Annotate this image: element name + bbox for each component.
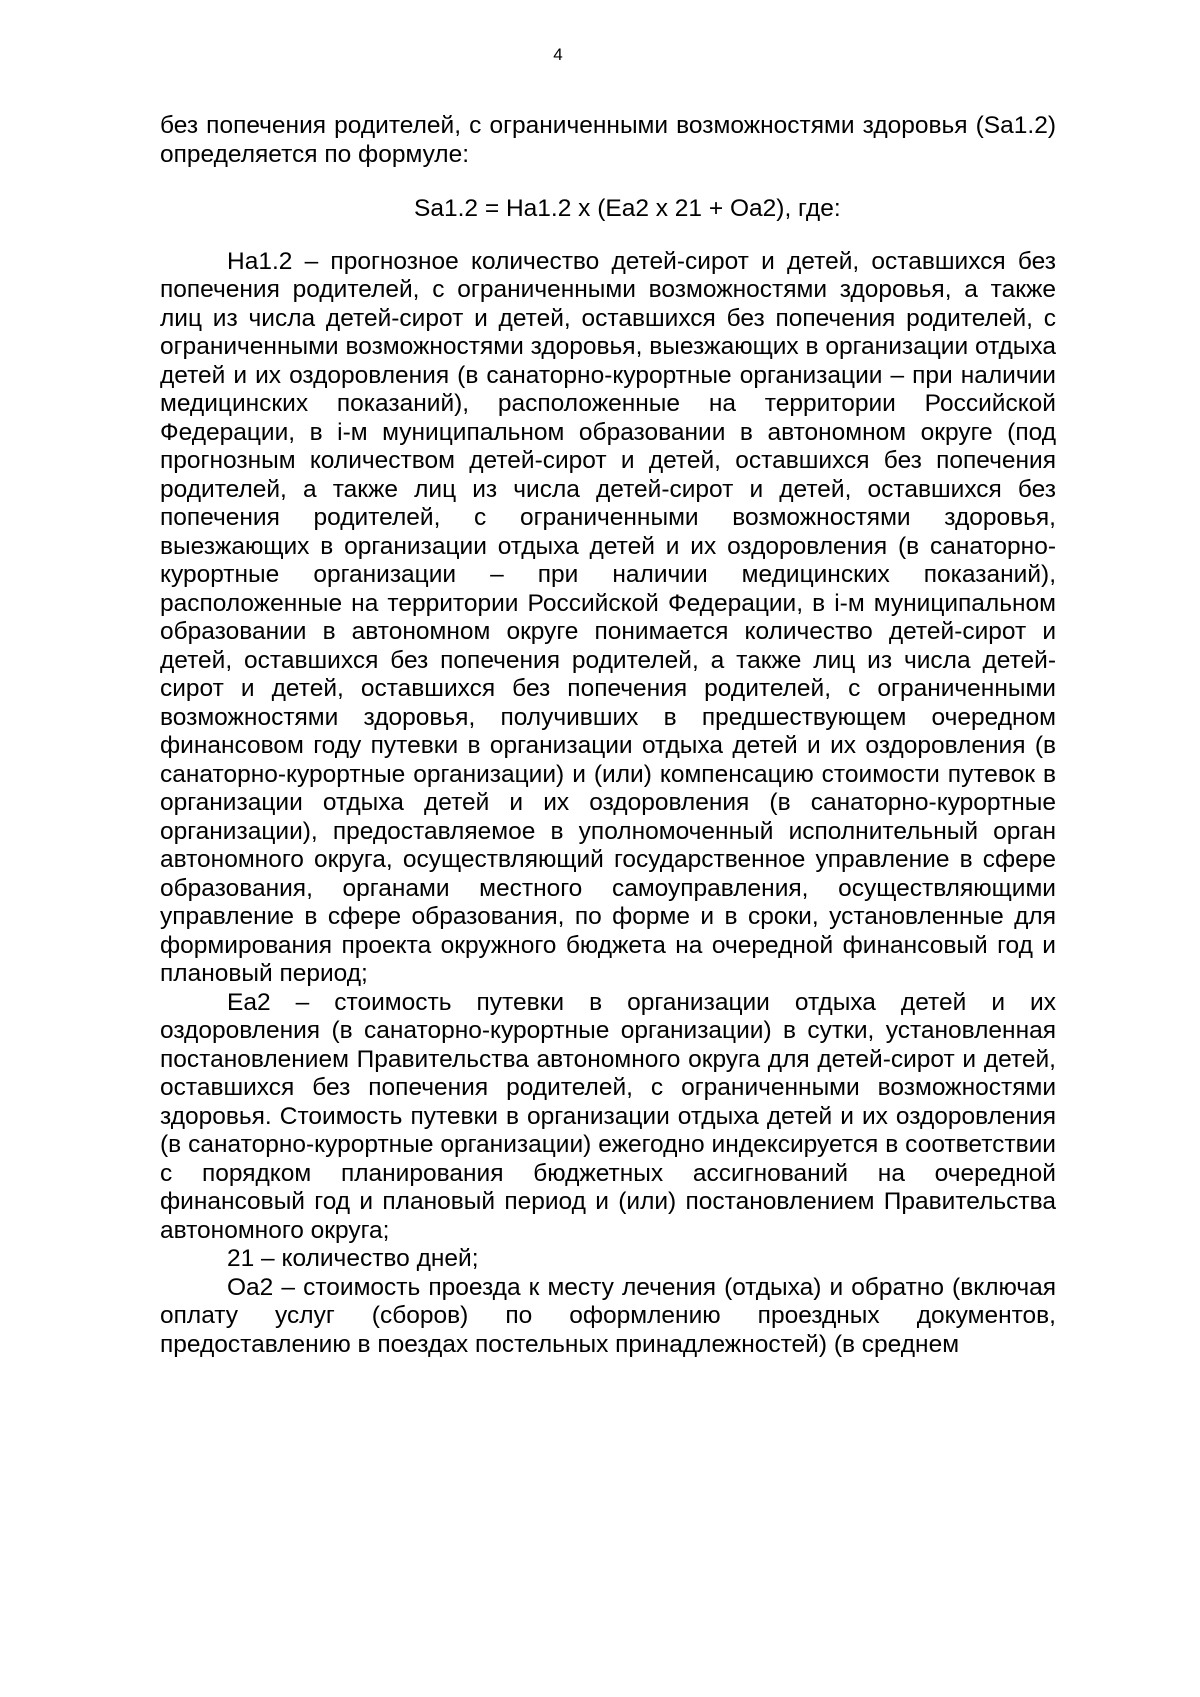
- definition-ea2: Ea2 – стоимость путевки в организации отдыха детей и их оздоровления (в санаторно-курортные организации) в сутки, установленная постановлением Правительства автономного округа для детей-сирот и детей, оставшихся без попечения родителей, с ограниченными возможностями здоровья. Стоимость путевки в организации отдыха детей и их оздоровления (в санаторно-курортные организации) ежегодно индексируется в соответствии с порядком планирования бюджетных ассигнований на очередной финансовый год и плановый период и (или) постановлением Правительства автономного округа;: [160, 988, 1056, 1244]
- page-number: 4: [553, 45, 563, 64]
- paragraph-intro: без попечения родителей, с ограниченными возможностями здоровья (Sa1.2) определяется по формуле:: [160, 112, 1056, 168]
- definition-days: 21 – количество дней;: [227, 1245, 479, 1272]
- definition-oa2: Oa2 – стоимость проезда к месту лечения (отдыха) и обратно (включая оплату услуг (сборов) по оформлению проездных документов, предоставлению в поездах постельных принадлежностей) (в среднем: [160, 1273, 1056, 1358]
- document-body: [160, 112, 1056, 1359]
- formula-sa12: Sa1.2 = Ha1.2 x (Ea2 x 21 + Oa2), где:: [414, 195, 841, 222]
- definition-ha12: Ha1.2 – прогнозное количество детей-сирот и детей, оставшихся без попечения родителей, с ограниченными возможностями здоровья, а также лиц из числа детей-сирот и детей, оставшихся без попечения родителей, с ограниченными возможностями здоровья, выезжающих в организации отдыха детей и их оздоровления (в санаторно-курортные организации – при наличии медицинских показаний), расположенные на территории Российской Федерации, в i-м муниципальном образовании в автономном округе (под прогнозным количеством детей-сирот и детей, оставшихся без попечения родителей, а также лиц из числа детей-сирот и детей, оставшихся без попечения родителей, с ограниченными возможностями здоровья, выезжающих в организации отдыха детей и их оздоровления (в санаторно-курортные организации – при наличии медицинских показаний), расположенные на территории Российской Федерации, в i-м муниципальном образовании в автономном округе понимается количество детей-сирот и детей, оставшихся без попечения родителей, а также лиц из числа детей-сирот и детей, оставшихся без попечения родителей, с ограниченными возможностями здоровья, получивших в предшествующем очередном финансовом году путевки в организации отдыха детей и их оздоровления (в санаторно-курортные организации) и (или) компенсацию стоимости путевок в организации отдыха детей и их оздоровления (в санаторно-курортные организации), предоставляемое в уполномоченный исполнительный орган автономного округа, осуществляющий государственное управление в сфере образования, органами местного самоуправления, осуществляющими управление в сфере образования, по форме и в сроки, установленные для формирования проекта окружного бюджета на очередной финансовый год и плановый период;: [160, 247, 1056, 987]
